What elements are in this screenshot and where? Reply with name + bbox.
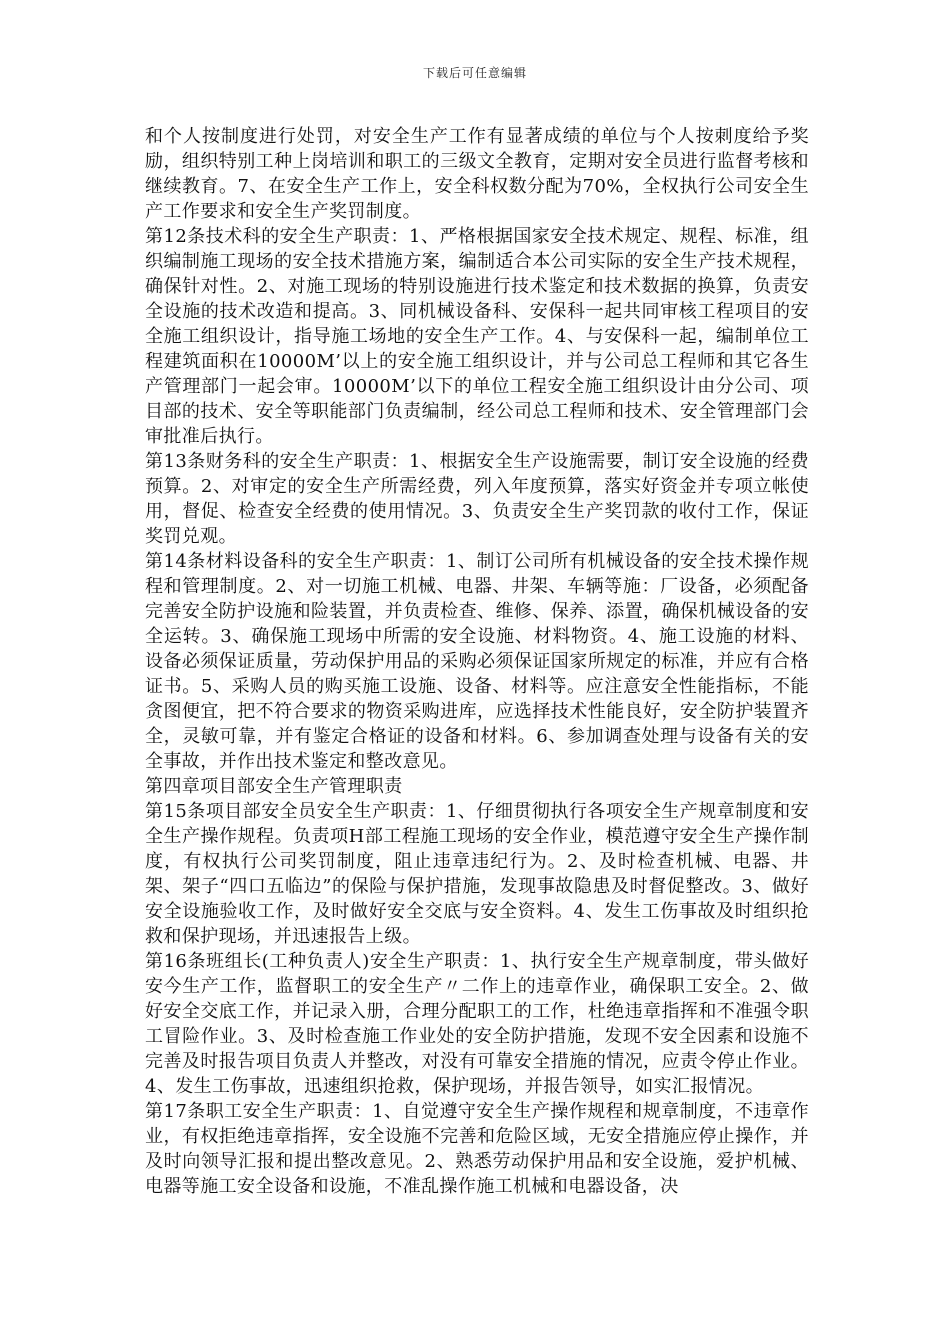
chapter-4-heading: 第四章项目部安全生产管理职责 (145, 776, 403, 797)
paragraph-article-17: 第17条职工安全生产职责：1、自觉遵守安全生产操作规程和规章制度，不违章作业，有权拒绝违章指挥，安全设施不完善和危险区域，无安全措施应停止操作，并及时向领导汇报和提出整改意见。2、熟悉劳动保护用品和安全设施，爱护机械、电器等施工安全设备和设施，不准乱操作施工机械和电器设备，决 (145, 1101, 809, 1197)
page-header-note: 下载后可任意编辑 (422, 66, 527, 80)
document-body (145, 124, 809, 1199)
paragraph-article-15: 第15条项目部安全员安全生产职责：1、仔细贯彻执行各项安全生产规章制度和安全生产操作规程。负责项H部工程施工现场的安全作业，模范遵守安全生产操作制度，有权执行公司奖罚制度，阻止违章违纪行为。2、及时检查机械、电器、井架、架子“四口五临边”的保险与保护措施，发现事故隐患及时督促整改。3、做好安全设施验收工作，及时做好安全交底与安全资料。4、发生工伤事故及时组织抢救和保护现场，并迅速报告上级。 (145, 801, 809, 947)
paragraph-article-14: 第14条材料设备科的安全生产职责：1、制订公司所有机械设备的安全技术操作规程和管理制度。2、对一切施工机械、电器、井架、车辆等施：厂设备，必须配备完善安全防护设施和险装置，并负责检查、维修、保养、添置，确保机械设备的安全运转。3、确保施工现场中所需的安全设施、材料物资。4、施工设施的材料、设备必须保证质量，劳动保护用品的采购必须保证国家所规定的标准，并应有合格证书。5、采购人员的购买施工设施、设备、材料等。应注意安全性能指标，不能贪图便宜，把不符合要求的物资采购进库，应选择技术性能良好，安全防护装置齐全，灵敏可靠，并有鉴定合格证的设备和材料。6、参加调查处理与设备有关的安全事故，并作出技术鉴定和整改意见。 (145, 551, 809, 772)
paragraph-article-12: 第12条技术科的安全生产职责：1、严格根据国家安全技术规定、规程、标准，组织编制施工现场的安全技术措施方案，编制适合本公司实际的安全生产技术规程，确保针对性。2、对施工现场的特别设施进行技术鉴定和技术数据的换算，负责安全设施的技术改造和提高。3、同机械设备科、安保科一起共同审核工程项目的安全施工组织设计，指导施工场地的安全生产工作。4、与安保科一起，编制单位工程建筑面积在10000M’以上的安全施工组织设计，并与公司总工程师和其它各生产管理部门一起会审。10000M’以下的单位工程安全施工组织设计由分公司、项目部的技术、安全等职能部门负责编制，经公司总工程师和技术、安全管理部门会审批准后执行。 (145, 226, 809, 447)
paragraph-safety-dept-continued: 和个人按制度进行处罚，对安全生产工作有显著成绩的单位与个人按刺度给予奖励，组织特别工种上岗培训和职工的三级文全教育，定期对安全员进行监督考核和继续教育。7、在安全生产工作上，安全科权数分配为70%，全权执行公司安全生产工作要求和安全生产奖罚制度。 (145, 126, 809, 222)
paragraph-article-16: 第16条班组长(工种负责人)安全生产职责：1、执行安全生产规章制度，带头做好安今生产工作，监督职工的安全生产〃二作上的违章作业，确保职工安全。2、做好安全交底工作，并记录入册，合理分配职工的工作，杜绝违章指挥和不准强令职工冒险作业。3、及时检查施工作业处的安全防护措施，发现不安全因素和设施不完善及时报告项目负责人并整改，对没有可靠安全措施的情况，应责令停止作业。4、发生工伤事故，迅速组织抢救，保护现场，并报告领导，如实汇报情况。 (145, 951, 809, 1097)
paragraph-article-13: 第13条财务科的安全生产职责：1、根据安全生产设施需要，制订安全设施的经费预算。2、对审定的安全生产所需经费，列入年度预算，落实好资金并专项立帐使用，督促、检查安全经费的使用情况。3、负责安全生产奖罚款的收付工作，保证奖罚兑观。 (145, 451, 809, 547)
